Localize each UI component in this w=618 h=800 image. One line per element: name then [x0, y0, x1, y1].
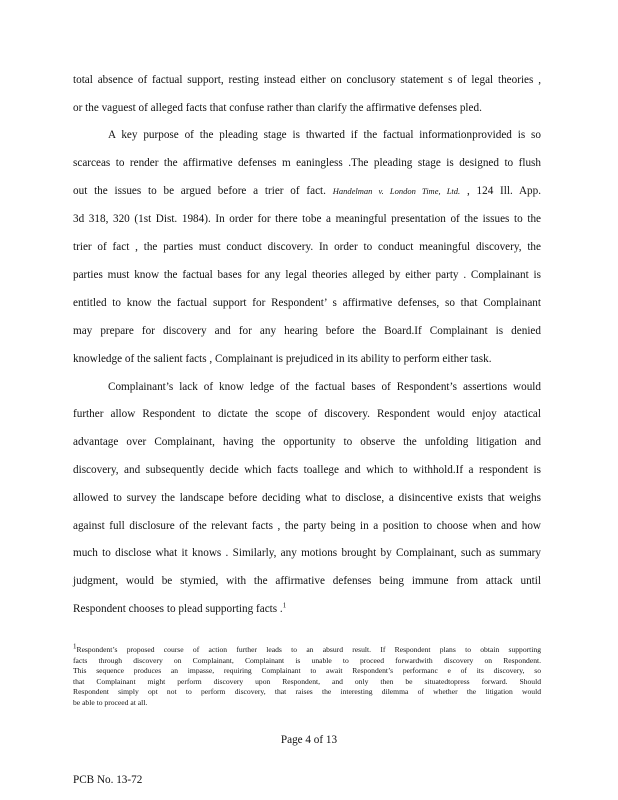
footnote-line: facts through discovery on Complainant, Complainant is unable to proceed forwardwith discovery on Respondent.	[73, 655, 541, 665]
body-line: against full disclosure of the relevant facts , the party being in a position to choose when and how	[73, 520, 541, 532]
body-line: further allow Respondent to dictate the scope of discovery. Respondent would enjoy atactical	[73, 408, 541, 420]
case-citation-reporter: , 124 Ill. App.	[466, 185, 542, 197]
footnote-marker: 1	[73, 642, 77, 651]
body-line: advantage over Complainant, having the opportunity to observe the unfolding litigation and	[73, 436, 541, 448]
footnote-line	[73, 642, 541, 655]
body-line: or the vaguest of alleged facts that confuse rather than clarify the affirmative defenses pled.	[73, 102, 482, 114]
body-line: judgment, would be stymied, with the affirmative defenses being immune from attack until	[73, 575, 541, 587]
case-number: PCB No. 13-72	[73, 774, 143, 786]
footnote-text: Respondent’s proposed course of action further leads to an absurd result. If Respondent plans to obtain supporting	[76, 645, 541, 654]
body-line-with-citation	[73, 184, 541, 198]
body-line: trier of fact , the parties must conduct discovery. In order to conduct meaningful discovery, the	[73, 241, 541, 253]
body-line: total absence of factual support, resting instead either on conclusory statement s of legal theories ,	[73, 74, 541, 86]
footnote-reference: 1	[282, 601, 287, 610]
body-line: may prepare for discovery and for any hearing before the Board.If Complainant is denied	[73, 325, 541, 337]
body-line-text: out the issues to be argued before a trier of fact.	[73, 185, 326, 197]
footnote-line: be able to proceed at all.	[73, 697, 148, 707]
body-line: 3d 318, 320 (1st Dist. 1984). In order for there tobe a meaningful presentation of the issues to the	[73, 213, 541, 225]
body-line: entitled to know the factual support for Respondent’ s affirmative defenses, so that Complainant	[73, 297, 541, 309]
body-line: allowed to survey the landscape before deciding what to disclose, a disincentive exists that weighs	[73, 492, 541, 504]
footnote-line: that Complainant might perform discovery upon Respondent, and only then be situatedtopress forward. Should	[73, 676, 541, 686]
body-line: parties must know the factual bases for any legal theories alleged by either party . Complainant is	[73, 269, 541, 281]
body-line: A key purpose of the pleading stage is thwarted if the factual informationprovided is so	[108, 129, 541, 141]
body-line-text: Respondent chooses to plead supporting facts .	[73, 603, 283, 615]
footnote-line: This sequence produces an impasse, requiring Complainant to await Respondent’s performanc e of its discovery, so	[73, 666, 541, 675]
body-line: much to disclose what it knows . Similarly, any motions brought by Complainant, such as summary	[73, 547, 541, 559]
body-line-final	[73, 602, 541, 616]
body-line: scarceas to render the affirmative defenses m eaningless .The pleading stage is designed to flush	[73, 157, 541, 169]
case-citation-name: Handelman v. London Time, Ltd.	[332, 186, 461, 196]
footnote-line: Respondent simply opt not to perform discovery, that raises the interesting dilemma of whether the litigation would	[73, 687, 541, 696]
body-line: knowledge of the salient facts , Complainant is prejudiced in its ability to perform either task.	[73, 353, 492, 365]
body-line: Complainant’s lack of know ledge of the factual bases of Respondent’s assertions would	[108, 381, 541, 393]
body-line: discovery, and subsequently decide which facts toallege and which to withhold.If a respondent is	[73, 464, 541, 476]
page-number: Page 4 of 13	[280, 734, 338, 746]
